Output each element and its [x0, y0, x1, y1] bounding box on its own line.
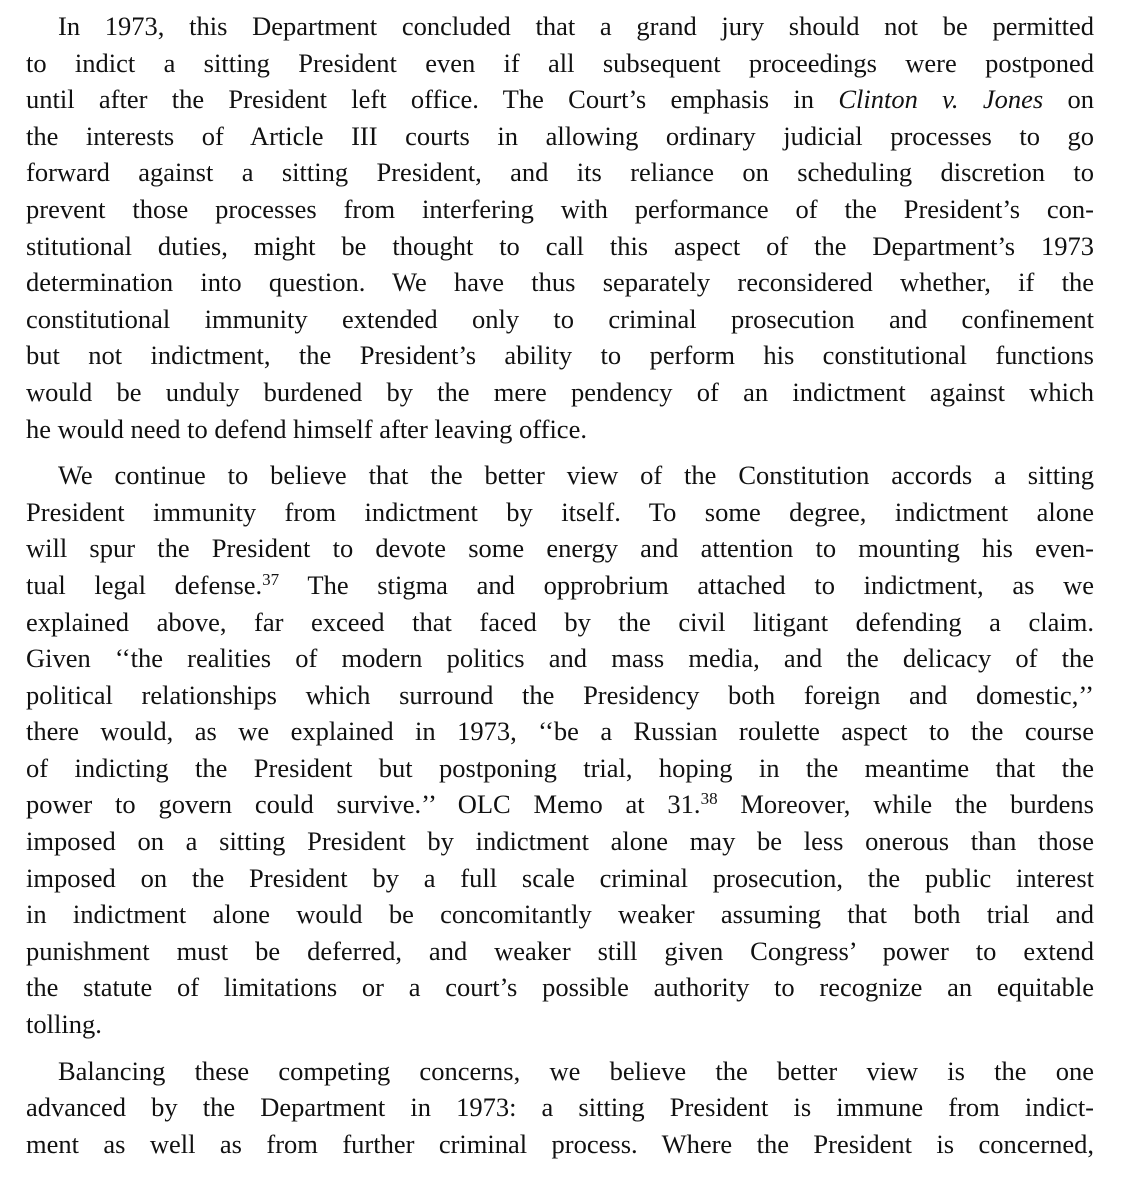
case-citation: Clinton v. Jones [838, 84, 1044, 115]
text-line: will spur the President to devote some energy and attention to mounting his even- [26, 533, 1094, 564]
text-line: ment as well as from further criminal process. Where the President is concerned, [26, 1128, 1094, 1159]
text-fragment: Moreover, while the burdens [717, 789, 1094, 820]
paragraph-1 [26, 8, 1094, 447]
text-line [26, 786, 1094, 823]
footnote-ref-38[interactable]: 38 [700, 789, 718, 809]
paragraph-2 [26, 457, 1094, 1043]
document-page [26, 8, 1094, 1172]
text-line: advanced by the Department in 1973: a sitting President is immune from indict- [26, 1092, 1094, 1123]
text-line: Given ‘‘the realities of modern politics and mass media, and the delicacy of the [26, 643, 1094, 674]
text-line: to indict a sitting President even if all subsequent proceedings were postponed [26, 47, 1094, 78]
text-line [26, 81, 1094, 118]
text-line: Balancing these competing concerns, we believe the better view is the one [58, 1055, 1094, 1086]
text-line: In 1973, this Department concluded that a grand jury should not be permitted [58, 11, 1094, 41]
text-line: the interests of Article III courts in allowing ordinary judicial processes to go [26, 120, 1094, 151]
text-line: but not indictment, the President’s ability to perform his constitutional functions [26, 340, 1094, 371]
text-line: in indictment alone would be concomitantly weaker assuming that both trial and [26, 899, 1094, 930]
text-line: constitutional immunity extended only to criminal prosecution and confinement [26, 303, 1094, 334]
text-fragment: The stigma and opprobrium attached to indictment, as we [279, 569, 1094, 600]
text-line: of indicting the President but postponing trial, hoping in the meantime that the [26, 752, 1094, 783]
text-line: We continue to believe that the better view of the Constitution accords a sitting [58, 460, 1094, 491]
text-fragment: until after the President left office. The Court’s emphasis in [26, 84, 815, 115]
text-line: imposed on the President by a full scale criminal prosecution, the public interest [26, 862, 1094, 893]
text-line: tolling. [26, 1009, 102, 1040]
text-line: political relationships which surround the Presidency both foreign and domestic,’’ [26, 679, 1094, 710]
text-line: imposed on a sitting President by indictment alone may be less onerous than those [26, 826, 1094, 857]
text-line: determination into question. We have thus separately reconsidered whether, if the [26, 267, 1094, 298]
text-fragment: power to govern could survive.’’ OLC Memo at 31. [26, 789, 701, 820]
text-line: stitutional duties, might be thought to call this aspect of the Department’s 1973 [26, 230, 1094, 261]
text-line: President immunity from indictment by itself. To some degree, indictment alone [26, 496, 1094, 527]
text-line: he would need to defend himself after leaving office. [26, 413, 587, 444]
text-line [26, 567, 1094, 604]
text-line: explained above, far exceed that faced by the civil litigant defending a claim. [26, 606, 1094, 637]
footnote-ref-37[interactable]: 37 [262, 569, 280, 589]
paragraph-3 [26, 1053, 1094, 1163]
text-line: the statute of limitations or a court’s possible authority to recognize an equitable [26, 972, 1094, 1003]
text-fragment: tual legal defense. [26, 569, 263, 600]
text-line: prevent those processes from interfering with performance of the President’s con- [26, 193, 1094, 224]
text-line: would be unduly burdened by the mere pendency of an indictment against which [26, 376, 1094, 407]
text-fragment: on [1043, 84, 1094, 115]
text-line: forward against a sitting President, and its reliance on scheduling discretion to [26, 157, 1094, 188]
text-line: there would, as we explained in 1973, ‘‘be a Russian roulette aspect to the course [26, 716, 1094, 747]
text-line: punishment must be deferred, and weaker still given Congress’ power to extend [26, 935, 1094, 966]
